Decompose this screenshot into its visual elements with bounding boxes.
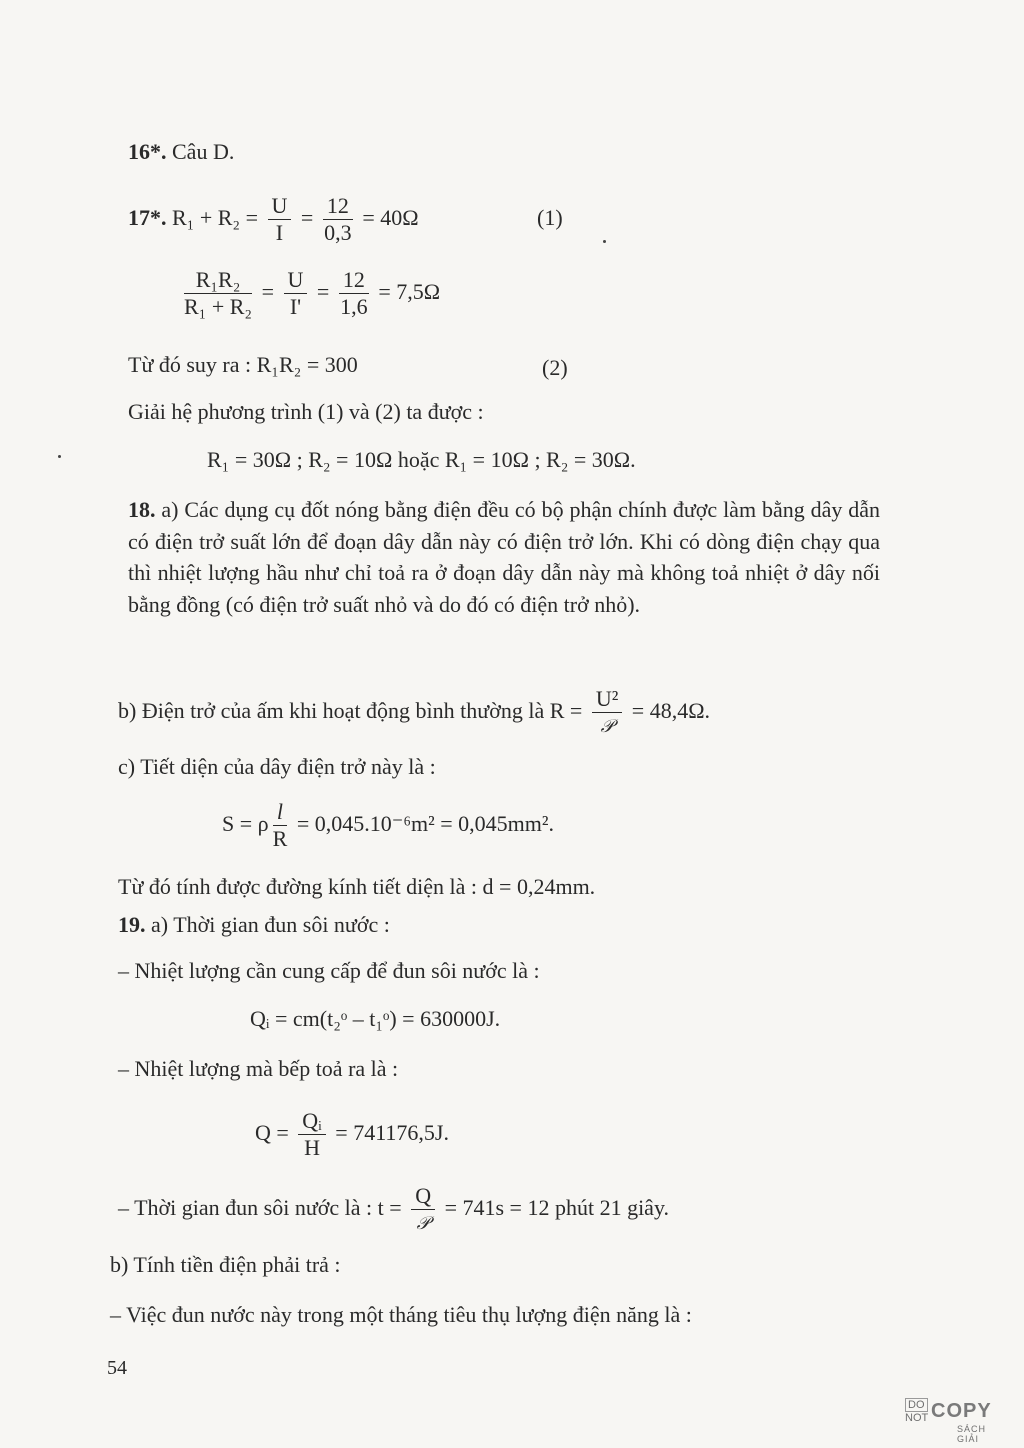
q19-number: 19.	[118, 912, 146, 937]
q17-eq1-rhs: = 40Ω	[362, 205, 419, 230]
q17-solve: Giải hệ phương trình (1) và (2) ta được :	[128, 399, 484, 424]
q19-heat-need: – Nhiệt lượng cần cung cấp để đun sôi nước là :	[118, 958, 540, 983]
q16-number: 16*.	[128, 139, 167, 164]
q18-c-lhs: S = ρ	[222, 811, 269, 836]
eq-tag-2: (2)	[542, 355, 568, 380]
fraction-q-over-p: $\frac{Q}{\text{𝒫}}$	[411, 1183, 435, 1236]
q19-a-text: a) Thời gian đun sôi nước :	[151, 912, 390, 937]
eq-tag-1: (1)	[537, 205, 563, 230]
q18-a-text: a) Các dụng cụ đốt nóng bằng điện đều có bộ phận chính được làm bằng dây dẫn có điện trở suất lớn để đoạn dây dẫn này có điện trở lớn. Khi có dòng điện chạy qua thì nhiệt lượng hầu như chỉ toả ra ở đoạn dây dẫn này mà không toả nhiệt ở dây nối bằng đồng (có điện trở suất nhỏ và do đó có điện trở nhỏ).	[128, 497, 881, 617]
q18-c-rhs: = 0,045.10⁻⁶m² = 0,045mm².	[296, 811, 554, 836]
stamp-do: DO	[905, 1398, 928, 1412]
equals: =	[316, 279, 330, 304]
fraction-parallel-resistance: $\frac{\text{R₁R₂}}{\text{R₁ + R₂}}$	[184, 267, 253, 320]
q19-time-line	[118, 1180, 669, 1236]
q19-qi-equation: Qᵢ = cm(t₂ᵒ – t₁ᵒ) = 630000J.	[250, 1006, 501, 1031]
scan-speck	[603, 240, 606, 243]
q19-time-text: – Thời gian đun sôi nước là :	[118, 1195, 373, 1220]
q18-diameter: Từ đó tính được đường kính tiết diện là : d = 0,24mm.	[118, 874, 596, 899]
q17-derive: Từ đó suy ra : R₁R₂ = 300	[128, 352, 358, 377]
q17-eq2-rhs: = 7,5Ω	[378, 279, 441, 304]
q17-eq1-lhs: R₁ + R₂ =	[172, 205, 259, 230]
q19-q-rhs: = 741176,5J.	[335, 1120, 449, 1145]
scan-speck	[58, 455, 61, 458]
fraction-u-over-i-prime: $\frac{U}{I'}$	[284, 267, 308, 320]
q17-eq2	[180, 266, 440, 320]
q19-month-text: – Việc đun nước này trong một tháng tiêu thụ lượng điện năng là :	[110, 1302, 692, 1327]
q18-b-lhs: R =	[549, 698, 583, 723]
q19-q-formula	[255, 1105, 449, 1161]
fraction-u-over-i: $\frac{U}{I}$	[268, 193, 292, 246]
q17-eq1	[128, 192, 419, 246]
q17-result: R₁ = 30Ω ; R₂ = 10Ω hoặc R₁ = 10Ω ; R₂ = 30Ω.	[207, 447, 636, 472]
fraction-qi-over-h: $\frac{\text{Qᵢ}}{H}$	[298, 1108, 326, 1161]
stamp-copy: COPY	[931, 1400, 992, 1422]
q19-t-rhs: = 741s = 12 phút 21 giây.	[444, 1195, 670, 1220]
q19-heat-given: – Nhiệt lượng mà bếp toả ra là :	[118, 1056, 399, 1081]
stamp-not: NOT	[905, 1412, 929, 1424]
q18-c-formula	[222, 796, 554, 852]
q16-line	[128, 137, 234, 167]
q18-b-line	[118, 683, 710, 739]
equals: =	[261, 279, 275, 304]
q18-c-text: c) Tiết diện của dây điện trở này là :	[118, 754, 436, 779]
fraction-l-over-r: $\frac{l}{R}$	[272, 799, 288, 852]
q19-a-line	[118, 910, 390, 940]
fraction-12-over-0-3: $\frac{12}{0,3}$	[324, 193, 352, 246]
q18-number: 18.	[128, 497, 156, 522]
q18-a-paragraph	[128, 494, 880, 620]
fraction-u2-over-p: $\frac{\text{U²}}{\text{𝒫}}$	[592, 686, 622, 739]
q17-number: 17*.	[128, 205, 167, 230]
fraction-12-over-1-6: $\frac{12}{1,6}$	[340, 267, 368, 320]
equals: =	[300, 205, 314, 230]
q18-b-text: b) Điện trở của ấm khi hoạt động bình thường là	[118, 698, 545, 723]
stamp-sach-giai: SÁCH GIẢI	[957, 1424, 987, 1444]
do-not-copy-watermark	[905, 1398, 1010, 1442]
q19-b-text: b) Tính tiền điện phải trả :	[110, 1252, 341, 1277]
q19-q-lhs: Q =	[255, 1120, 289, 1145]
q18-b-rhs: = 48,4Ω.	[631, 698, 711, 723]
page-number: 54	[107, 1357, 127, 1379]
q19-t-lhs: t =	[377, 1195, 402, 1220]
q16-answer: Câu D.	[172, 139, 235, 164]
